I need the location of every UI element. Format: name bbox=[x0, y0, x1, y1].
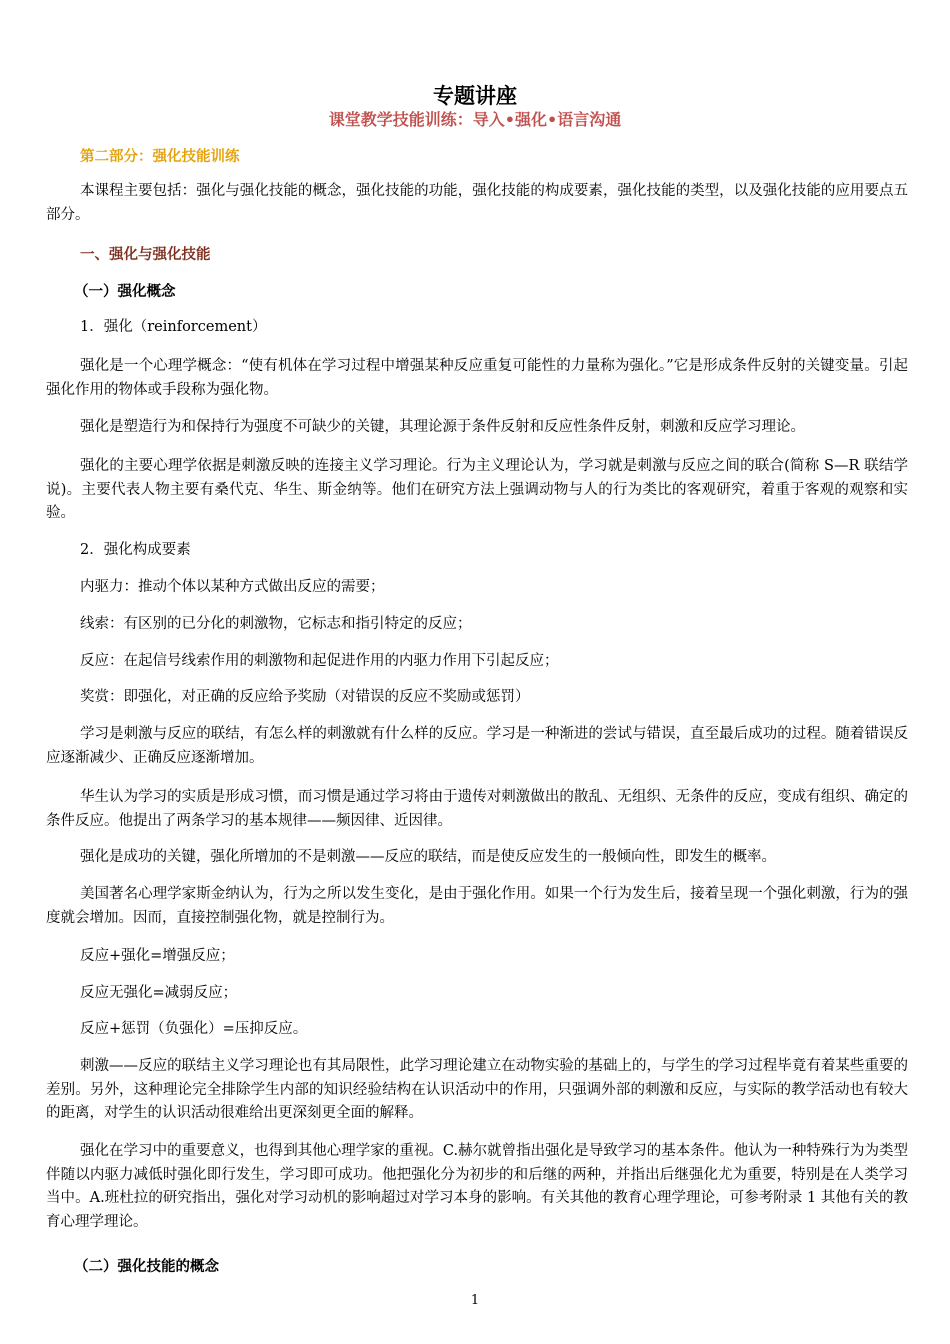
element-line: 奖赏：即强化，对正确的反应给予奖励（对错误的反应不奖励或惩罚） bbox=[80, 689, 530, 705]
intro-paragraph: 本课程主要包括：强化与强化技能的概念，强化技能的功能，强化技能的构成要素，强化技能的类型，以及强化技能的应用要点五部分。 bbox=[46, 183, 908, 223]
paragraph: 强化是塑造行为和保持行为强度不可缺少的关键，其理论源于条件反射和反应性条件反射，刺激和反应学习理论。 bbox=[80, 419, 805, 435]
item-heading-2: 2．强化构成要素 bbox=[80, 542, 191, 558]
element-line: 内驱力：推动个体以某种方式做出反应的需要； bbox=[80, 579, 385, 595]
part-heading: 第二部分：强化技能训练 bbox=[80, 148, 240, 165]
element-line: 反应：在起信号线索作用的刺激物和起促进作用的内驱力作用下引起反应； bbox=[80, 653, 559, 669]
subsection-heading-2: （二）强化技能的概念 bbox=[74, 1258, 219, 1275]
document-title: 专题讲座 bbox=[433, 83, 517, 108]
paragraph: 刺激——反应的联结主义学习理论也有其局限性，此学习理论建立在动物实验的基础上的，与学生的学习过程毕竟有着某些重要的差别。另外，这种理论完全排除学生内部的知识经验结构在认识活动中的作用，只强调外部的刺激和反应，与实际的教学活动也有较大的距离，对学生的认识活动很难给出更深刻更全面的解释。 bbox=[46, 1058, 908, 1121]
formula-line: 反应+惩罚（负强化）=压抑反应。 bbox=[80, 1021, 308, 1037]
formula-line: 反应无强化=减弱反应； bbox=[80, 985, 238, 1001]
subsection-heading-1: （一）强化概念 bbox=[74, 283, 176, 300]
paragraph: 强化是成功的关键，强化所增加的不是刺激——反应的联结，而是使反应发生的一般倾向性，即发生的概率。 bbox=[80, 849, 776, 865]
paragraph: 强化是一个心理学概念：“使有机体在学习过程中增强某种反应重复可能性的力量称为强化。”它是形成条件反射的关键变量。引起强化作用的物体或手段称为强化物。 bbox=[46, 358, 908, 398]
section-heading-1: 一、强化与强化技能 bbox=[80, 246, 211, 263]
paragraph: 学习是刺激与反应的联结，有怎么样的刺激就有什么样的反应。学习是一种渐进的尝试与错误，直至最后成功的过程。随着错误反应逐渐减少、正确反应逐渐增加。 bbox=[46, 726, 908, 766]
page-number: 1 bbox=[470, 1293, 480, 1308]
paragraph: 强化在学习中的重要意义，也得到其他心理学家的重视。C.赫尔就曾指出强化是导致学习的基本条件。他认为一种特殊行为为类型伴随以内驱力减低时强化即行发生，学习即可成功。他把强化分为初步的和后继的两种，并指出后继强化尤为重要，特别是在人类学习当中。A.班杜拉的研究指出，强化对学习动机的影响超过对学习本身的影响。有关其他的教育心理学理论，可参考附录 1 其他有关的教育心理学理论。 bbox=[46, 1143, 908, 1230]
document-subtitle: 课堂教学技能训练：导入•强化•语言沟通 bbox=[328, 110, 622, 129]
paragraph: 强化的主要心理学依据是刺激反映的连接主义学习理论。行为主义理论认为，学习就是刺激与反应之间的联合(简称 S—R 联结学说)。主要代表人物主要有桑代克、华生、斯金纳等。他们在研究方法上强调动物与人的行为类比的客观研究，着重于客观的观察和实验。 bbox=[46, 458, 908, 521]
item-heading-1: 1．强化（reinforcement） bbox=[80, 319, 267, 335]
element-line: 线索：有区别的已分化的刺激物，它标志和指引特定的反应； bbox=[80, 616, 472, 632]
paragraph: 华生认为学习的实质是形成习惯，而习惯是通过学习将由于遗传对刺激做出的散乱、无组织、无条件的反应，变成有组织、确定的条件反应。他提出了两条学习的基本规律——频因律、近因律。 bbox=[46, 789, 908, 829]
formula-line: 反应+强化=增强反应； bbox=[80, 948, 235, 964]
paragraph: 美国著名心理学家斯金纳认为，行为之所以发生变化，是由于强化作用。如果一个行为发生后，接着呈现一个强化刺激，行为的强度就会增加。因而，直接控制强化物，就是控制行为。 bbox=[46, 886, 908, 926]
